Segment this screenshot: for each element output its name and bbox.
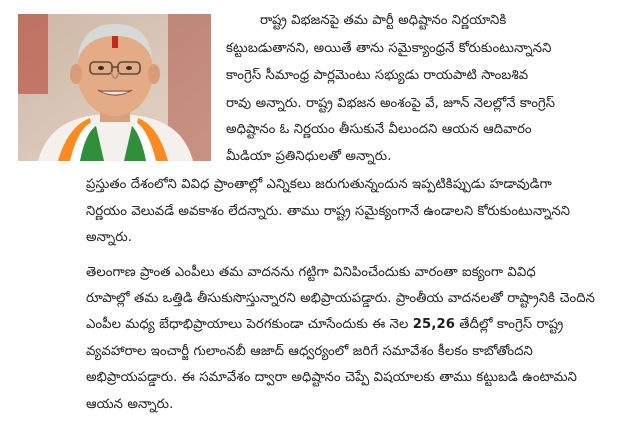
paragraph-3-line: అభిప్రాయపడ్డారు. ఈ సమావేశం ద్వారా అధిష్టానం చెప్పే విషయాలకు తాము కట్టుబడి ఉంటామని — [86, 370, 578, 385]
paragraph-3-line — [86, 316, 563, 334]
paragraph-3-line: వ్యవహారాల ఇంచార్జీ గులాంనబీ ఆజాద్ ఆధ్వర్యంలో జరిగే సమావేశం కీలకం కాబోతోందని — [86, 344, 533, 359]
politician-photo — [18, 14, 211, 161]
paragraph-1-line: అధిష్టానం ఓ నిర్ణయం తీసుకునే వీలుందని ఆయన ఆదివారం — [226, 122, 532, 137]
paragraph-2-line: అన్నారు. — [86, 230, 133, 245]
paragraph-3-line: రూపాల్లో తమ ఒత్తిడి తీసుకుసొస్తున్నారని అభిప్రాయపడ్డారు. ప్రాంతీయ వాదనలతో రాష్ట్రానికి చెందిన — [86, 291, 596, 306]
line-text: ఎంపీల మధ్య బేధాభిప్రాయాలు పెరగకుండా చూసేందుకు ఈ నెల — [86, 317, 413, 332]
paragraph-3-line: తెలంగాణ ప్రాంత ఎంపీలు తమ వాదనను గట్టిగా వినిపించేందుకు వారంతా ఐక్యంగా వివిధ — [86, 265, 536, 280]
paragraph-1-line: రావు అన్నారు. రాష్ట్ర విభజన అంశంపై వే, జూన్ నెలల్లోనే కాంగ్రెస్ — [226, 96, 556, 111]
paragraph-1-line: కాంగ్రెస్ సీమాంధ్ర పార్లమెంటు సభ్యుడు రాయపాటి సాంబశివ — [226, 68, 529, 83]
politician-portrait-icon — [18, 14, 211, 161]
paragraph-1-line: రాష్ట్ర విభజనపై తమ పార్టీ అధిష్టానం నిర్ణయానికి — [260, 13, 507, 28]
paragraph-2-line: ప్రస్తుతం దేశంలోని వివిధ ప్రాంతాల్లో ఎన్నికలు జరుగుతున్నందున ఇప్పటికిప్పుడు హడావుడిగా — [86, 177, 552, 192]
paragraph-3-line: ఆయన అన్నారు. — [86, 397, 174, 412]
line-text: తేదీల్లో కాంగ్రెస్ రాష్ట్ర — [455, 317, 564, 332]
meeting-dates: 25,26 — [412, 317, 455, 332]
paragraph-2-line: నిర్ణయం వెలువడే అవకాశం లేదన్నారు. తాము రాష్ట్ర సమైక్యంగానే ఉండాలని కోరుకుంటున్నానని — [86, 204, 571, 219]
paragraph-1-line: మీడియా ప్రతినిధులతో అన్నారు. — [226, 149, 392, 164]
paragraph-1-line: కట్టుబడుతానని, అయితే తాను సమైక్యాంధ్రనే కోరుకుంటున్నానని — [226, 41, 552, 56]
